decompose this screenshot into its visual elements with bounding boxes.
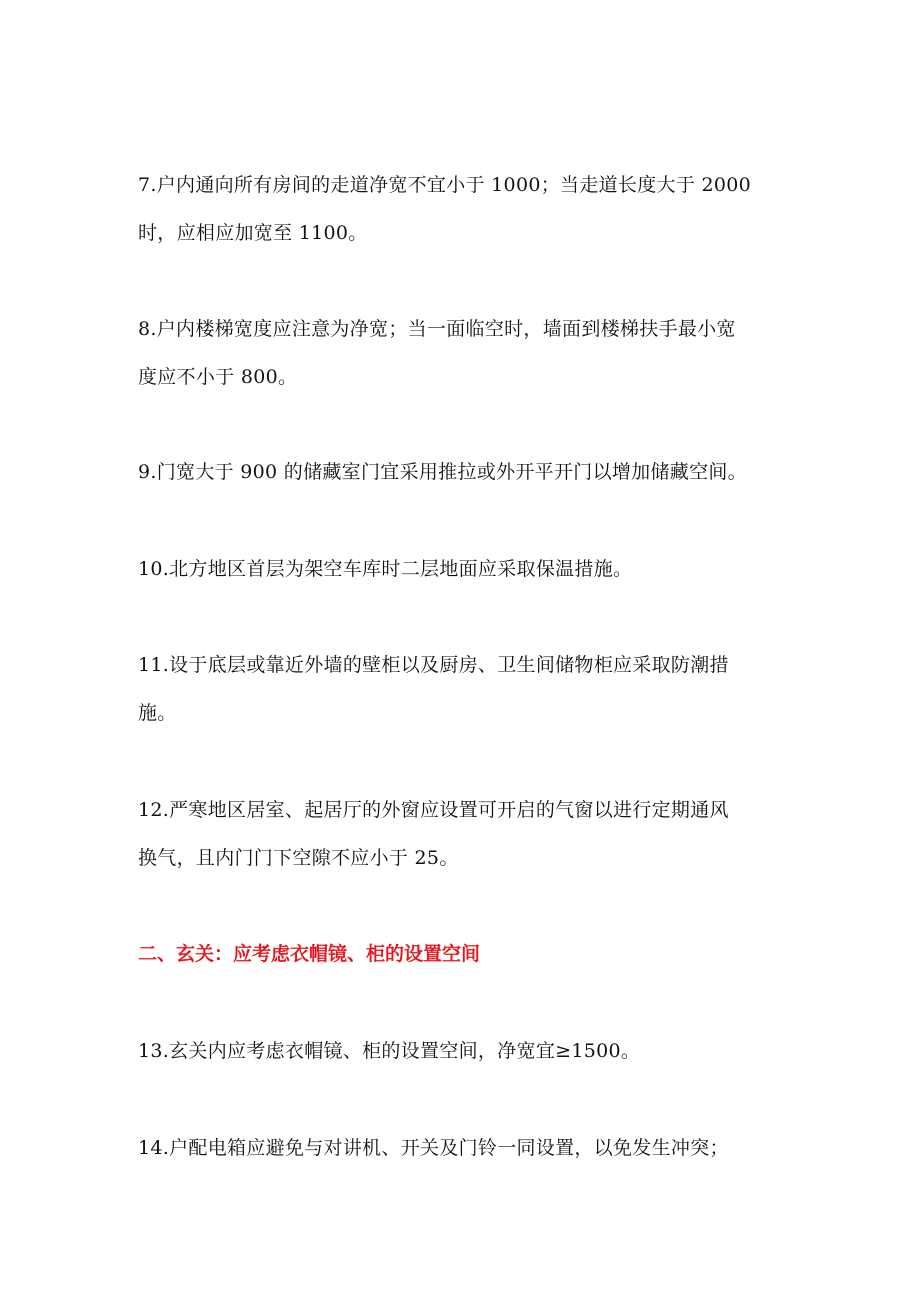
paragraph-line: 换气，且内门门下空隙不应小于 25。 [138, 847, 459, 869]
paragraph-line: 11.设于底层或靠近外墙的壁柜以及厨房、卫生间储物柜应采取防潮措 [138, 654, 729, 676]
paragraph-line: 9.门宽大于 900 的储藏室门宜采用推拉或外开平开门以增加储藏空间。 [138, 461, 747, 483]
paragraph-line: 7.户内通向所有房间的走道净宽不宜小于 1000；当走道长度大于 2000 [138, 174, 752, 196]
paragraph-line: 8.户内楼梯宽度应注意为净宽；当一面临空时，墙面到楼梯扶手最小宽 [138, 318, 736, 340]
paragraph-14 [138, 1124, 788, 1172]
paragraph-line: 10.北方地区首层为架空车库时二层地面应采取保温措施。 [138, 558, 633, 580]
paragraph-13 [138, 1027, 788, 1075]
paragraph-line: 12.严寒地区居室、起居厅的外窗应设置可开启的气窗以进行定期通风 [138, 799, 729, 821]
paragraph-line: 13.玄关内应考虑衣帽镜、柜的设置空间，净宽宜≥1500。 [138, 1040, 641, 1062]
paragraph-11 [138, 641, 788, 737]
section-heading: 二、玄关：应考虑衣帽镜、柜的设置空间 [138, 943, 481, 965]
paragraph-line: 施。 [138, 702, 177, 724]
paragraph-9 [138, 448, 788, 496]
paragraph-12 [138, 786, 788, 882]
paragraph-10 [138, 545, 788, 593]
paragraph-8 [138, 305, 788, 401]
paragraph-7 [138, 161, 788, 257]
paragraph-line: 度应不小于 800。 [138, 366, 298, 388]
paragraph-line: 14.户配电箱应避免与对讲机、开关及门铃一同设置，以免发生冲突； [138, 1137, 729, 1159]
paragraph-line: 时，应相应加宽至 1100。 [138, 222, 368, 244]
